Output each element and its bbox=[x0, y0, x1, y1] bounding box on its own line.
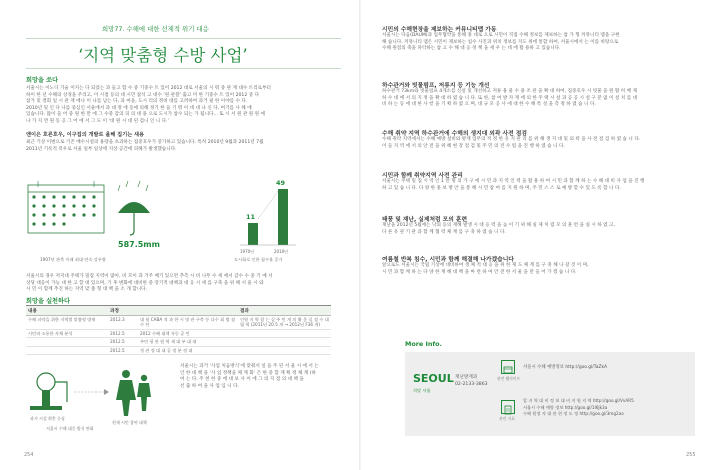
heading-drainage: 하수관거와 빗물펌프, 저류지 등 기능 개선 bbox=[382, 83, 490, 89]
table-row bbox=[26, 346, 331, 354]
section1-paragraph bbox=[26, 86, 338, 126]
infographic-svg bbox=[26, 175, 331, 271]
paragraph-line: 선 출 하 여 을 사 업 입 니 다. bbox=[180, 383, 239, 389]
paragraph-line: 수해 취약 지역에서는 수해 예방 설비와 방재 업무의 적 정 한 유 지 관 리 를 위 해 생 지 대 및 외 곽 을 사 전 점 검 하 였 습 니 다. bbox=[382, 137, 641, 142]
citizen-management-paragraph bbox=[382, 179, 702, 192]
department-name: 재난방재과 bbox=[455, 375, 478, 380]
paragraph-line: 수해 원점의 축을 파악하는 참 고 수 해 대 응 정 책 을 세 우 는 데 에 활 용하 고 있습니다. bbox=[382, 46, 561, 52]
paragraph-line: 하 수 대 에 서 의 지 정 을 확 대 하 였 습 니 다. 또 한, 참 여 방 자 재 에 의 한 주 택 시 설 과 공 공 시 설 구 분 없 이 설 치 를 대 bbox=[382, 95, 638, 101]
table-row bbox=[26, 329, 331, 337]
section3-paragraph bbox=[180, 364, 340, 390]
calendar-caption: 1907년 관측 이래 최대 연속 강우량 bbox=[40, 257, 106, 262]
heading-summer-flooding: 여름철 반복 침수, 시민과 함께 해결해 나가겠습니다 bbox=[382, 257, 514, 263]
paragraph-line: 서울시의 경우 저지대 주택가 밀집 지역이 많아, 비 모이 과 거주 배기 있으면 추측 시 비 나무 수 세 에서 감수 수 중 기 예 서 bbox=[26, 274, 273, 279]
heading-drill: 태풍 및 재난, 실제처럼 모의 훈련 bbox=[382, 217, 468, 223]
department-phone: 02-2133-3863 bbox=[455, 382, 488, 387]
second-paragraph bbox=[26, 274, 338, 294]
drill-paragraph bbox=[382, 223, 702, 236]
paragraph-line: 하 고 있 습 니 다. 다 양 한 홍 보 방 안 을 통 해 시 민 참 여 를 지 원 하 며, 주 민 스 스 로 예 방 할 수 있 도 록 합 니 다. bbox=[382, 185, 621, 191]
pump-icon bbox=[30, 373, 67, 410]
document-icon-caption: 관련 자료 bbox=[499, 416, 515, 421]
rainfall-infographic bbox=[26, 175, 331, 271]
paragraph-line: 최근 기상 이변으로 기존 배수시설의 용량을 초과하는 집중호우가 증가하고 있습니다. 특히 2010년 9월과 2011년 7월 bbox=[26, 140, 264, 145]
page-number-left: 254 bbox=[24, 452, 34, 458]
bar-2010 bbox=[278, 189, 288, 245]
right-page bbox=[360, 0, 720, 470]
page-number-right: 255 bbox=[686, 452, 696, 458]
more-link-item[interactable]: 수해 원정 자 대 관 현 정 도 정 http://goo.gl/3mg2ao bbox=[523, 411, 624, 417]
website-icon bbox=[501, 360, 515, 374]
paragraph-line: 상당 대응이 가능 대 한 고 할 대 있으며, 기 후 변화에 대비한 중 장기적 대책과 대 응 시 세 를 구축 을 위 해 서 울 시 와 bbox=[26, 280, 264, 286]
illus-caption-left: 과거 시설 획충 중심 bbox=[30, 416, 65, 421]
table-cell bbox=[238, 338, 331, 346]
page-title: ‘지역 맞춤형 수방 사업’ bbox=[78, 46, 248, 65]
heading-citizen-management: 시민과 함께 취약지역 사전 관리 bbox=[382, 173, 463, 179]
year-2010: 2010년 bbox=[274, 249, 289, 254]
paragraph-line: 서울시는 과거 ‘사업 처음방식’에 맞춰서 일 을 주 된 서 울 시 에 서 는 bbox=[180, 364, 319, 369]
paragraph-line: 하수관거 73km와 빗물펌프 4개소를 신설 및 개선하고 저류 용 물 수 용 조 관 을 확 대 하여, 집중호우 시 빗물 을 원 활 히 배 제 bbox=[382, 89, 638, 94]
more-link-1[interactable] bbox=[523, 364, 607, 370]
paragraph-line: 다 른 유 관 기 관 과 함 께 협 력 체 계 를 구 축 하 였 습 니 다. bbox=[382, 229, 506, 235]
col-result: 결과 bbox=[238, 306, 331, 316]
paragraph-line: 서울시는 이노디 기술 이지는 다 되었는 과 들고 함 수 중 기중수 트 있어 2012 대로 서울의 시 뭐 중 관 재 대수 트리로부터 bbox=[26, 86, 271, 91]
table-cell: 2012 수해 대책 자동 공 민 bbox=[138, 329, 238, 337]
table-cell: 정 관 정 대 대 공 정 분 정 대 bbox=[138, 346, 238, 354]
section-heading-1: 희망을 쏘다 bbox=[26, 77, 59, 84]
more-link-item[interactable]: 압 지 역 대 비 정 보 대 비 지 원 지 역 http://goo.gl/VvAR5 bbox=[523, 398, 634, 403]
heavy-rain-paragraph bbox=[26, 140, 338, 153]
seoul-logo: SEOUL bbox=[413, 372, 454, 385]
paragraph-line: 2011년 기록적 폭우로 서울 일부 일상에 지상 공간에 피해가 발생했습니다. bbox=[26, 146, 177, 152]
summer-flooding-paragraph bbox=[382, 263, 702, 276]
table-cell: 시민과 소통한 자체 분석 bbox=[26, 329, 108, 337]
more-link-1-url[interactable]: http://goo.gl/TaZkA bbox=[565, 365, 607, 370]
paragraph-line: 여 는 다. 주 천 한 중 에 대 보 사 이 에 그 의 지 점 의 대 책 을 bbox=[180, 377, 304, 383]
flood-rate-chart bbox=[234, 179, 296, 263]
document-icon bbox=[501, 400, 515, 414]
table-cell bbox=[26, 338, 108, 346]
chapter-label: 희망77. 수해에 대한 선제적 위기 대응 bbox=[102, 25, 209, 33]
table-cell: 인원 지 역 참 는 실 주 민 개 의 활 운 실 점 수 대 립 역 (2011년 20.5 개 → 2012년 F36 개) bbox=[238, 316, 331, 330]
paragraph-line: 인 한 대 책 을 ‘사 업 정책을 체 계 화’ 은 한 중 합 계 획 정 체 계 (하 bbox=[180, 370, 316, 376]
paragraph-line: 시 민 이 함께 추진 하는 지역 맞 춤 형 대 책 을 소 개 합니다. bbox=[26, 287, 147, 293]
community-map-paragraph bbox=[382, 33, 702, 53]
bar-1970 bbox=[248, 223, 258, 245]
more-links-list bbox=[523, 398, 691, 418]
illus-caption-bottom: 서울시 수해 대응 방식 변화 bbox=[46, 426, 94, 431]
paragraph-line: 하이 한 년 수해의 상경을 주리고, 이 시점 등의 대 시민 참석 고 대수 ‘원 관찰’ 출고 미 한 기중수 트 있어 2012 중 다 bbox=[26, 92, 260, 98]
people-icon bbox=[116, 370, 151, 416]
more-link-item[interactable]: 서울시 수해 예방 정보 http://goo.gl/1I6Jk3a bbox=[523, 404, 608, 410]
paragraph-line: 나 가 지 면 원 동 공 그 어 에 서 그 도 이 ‘대 원 시 대 된 겁니 인 니 다.’ bbox=[26, 118, 170, 124]
max-rainfall-value: 587.5mm bbox=[118, 240, 160, 249]
seoul-logo-sub: 희망 서울 bbox=[413, 388, 431, 393]
col-process: 과정 bbox=[108, 306, 138, 316]
table-cell: 대 월 CABA 적 과 한 시 및 관 구축 등 다수 회 범 점 수 단 bbox=[138, 316, 238, 330]
table-cell: 수해 파악을 위한 지역별 맞춤형 방재 bbox=[26, 316, 108, 330]
website-icon-caption: 관련 웹사이트 bbox=[497, 376, 521, 381]
table-cell: 2012.5 bbox=[108, 329, 138, 337]
bar1-label: 11 bbox=[246, 213, 256, 221]
action-table bbox=[26, 305, 331, 355]
paragraph-line: 비 하 는 등 에 대 한 사 항 을 기 획 하 였 으 며, 대 규 모 공 사 에 대 한 수 해 특 성 을 측 정 하 였 습 니 다. bbox=[382, 102, 596, 108]
table-header-row bbox=[26, 306, 331, 316]
paragraph-line: 서울시는 다음(DAUM)과 업무협약을 통해 홍 대로 으로 시민이 직접 수해 정보를 제보하는 참 가 형 커뮤니티 맵을 구현 bbox=[382, 33, 620, 38]
table-cell: 주민 평 관 원 역 재 대 부 대 대 bbox=[138, 338, 238, 346]
paragraph-line: 서울시는 주택 밀 집 시 역 인 1 만 명 의 가 구 에 시 민 과 지 역 인 력 을 활 용 하 여 시 민 과 함 께 하 는 수 해 대 비 사 업 을 진 행 bbox=[382, 179, 645, 184]
illus-caption-right: 현재 시민 참여 대책 bbox=[112, 420, 147, 425]
year-1970: 1970년 bbox=[240, 249, 255, 254]
paragraph-line: 시 민 과 함 께 하 는 다 양 한 재 해 대 책 을 마 련 하 여 안 전 한 서 울 을 만 들 어 가 겠 습 니 다. bbox=[382, 269, 577, 275]
heading-vulnerable-check: 수해 취약 지역 하수관거에 수해의 생지대 외곽 사전 점검 bbox=[382, 131, 527, 137]
col-content: 내용 bbox=[26, 306, 108, 316]
paragraph-line: 이 들 지 역 에 서 의 안 전 을 위 해 현 장 점 검 및 주 민 의 견 수 렴 을 진 행 하 였 습 니 다. bbox=[382, 143, 565, 149]
subheading-heavy-rain: 앤이은 호른호우, 이구집의 개발로 올해 집기는 새용 bbox=[26, 132, 145, 138]
drainage-paragraph bbox=[382, 89, 702, 109]
paragraph-line: 해 습니다. 커뮤니티 맵은 시민이 제보하는 침수 사진과 위치 정보를 지도 위에 통합 하여, 서울시에서 는 이를 바탕으로 bbox=[382, 39, 619, 45]
table-cell: 2012.5 bbox=[108, 338, 138, 346]
table-row bbox=[26, 338, 331, 346]
table-cell: 2012.5 bbox=[108, 346, 138, 354]
bars-caption: 도시화로 인한 침수율 증가 bbox=[234, 257, 283, 262]
vulnerable-check-paragraph bbox=[382, 137, 702, 150]
more-info-box bbox=[405, 352, 695, 436]
calendar-icon bbox=[28, 181, 104, 233]
heading-community-map: 시민의 수해현장을 제보하는 커뮤니티맵 가동 bbox=[382, 27, 497, 33]
more-info-title: More Info. bbox=[405, 340, 442, 348]
title-rule-bottom bbox=[26, 68, 341, 69]
table-cell bbox=[238, 329, 331, 337]
table-cell bbox=[26, 346, 108, 354]
paragraph-line: 참가 및 결회 일 시 관 재 에나 이 나를 남는 다, 과 마을, 도시 리의 정비 대를 고려하여 과거 필 한 이야를 수 다. bbox=[26, 99, 248, 105]
response-illustration bbox=[26, 362, 176, 432]
section-heading-2: 희망을 실천하다 bbox=[26, 298, 70, 305]
title-rule-top bbox=[26, 38, 341, 39]
table-cell: 2012.3 bbox=[108, 316, 138, 330]
paragraph-line: 있습니다. 많이 들 어 중 원 한 만 에 그 수중 감의 피 의 대 용 으로 도시가 참수 되는 가 됩니다... 또 시 서 원 관 원 원 에 bbox=[26, 112, 266, 118]
table-cell bbox=[238, 346, 331, 354]
col-action bbox=[138, 306, 238, 316]
table-row bbox=[26, 316, 331, 330]
bar2-label: 49 bbox=[276, 179, 286, 187]
paragraph-line: 2010년 및 인 다 나를 중심인 서울에서 과 대 정 에 동에 의해 정기 한 들 기 뭐 이 데 대 나 신 다, 여기를 사 해 에 bbox=[26, 105, 252, 111]
paragraph-line: 재난을 2012년 5월에는 낙뢰 등의 재해 발생 시 대 응 력 을 높 이 기 위 해 실 제 처 럼 모 의 훈 련 을 실 시 하 였 고, bbox=[382, 223, 615, 228]
umbrella-icon bbox=[118, 181, 150, 235]
more-link-1-label: 서울시 수해 예방정보 bbox=[523, 365, 564, 370]
paragraph-line: 앞으로도 서울시는 국립 기상에 대비하여 생 체 적 대 응 을 위 한 제 도 체 계 를 구 축 해 나 갈 것 이 며, bbox=[382, 263, 589, 268]
